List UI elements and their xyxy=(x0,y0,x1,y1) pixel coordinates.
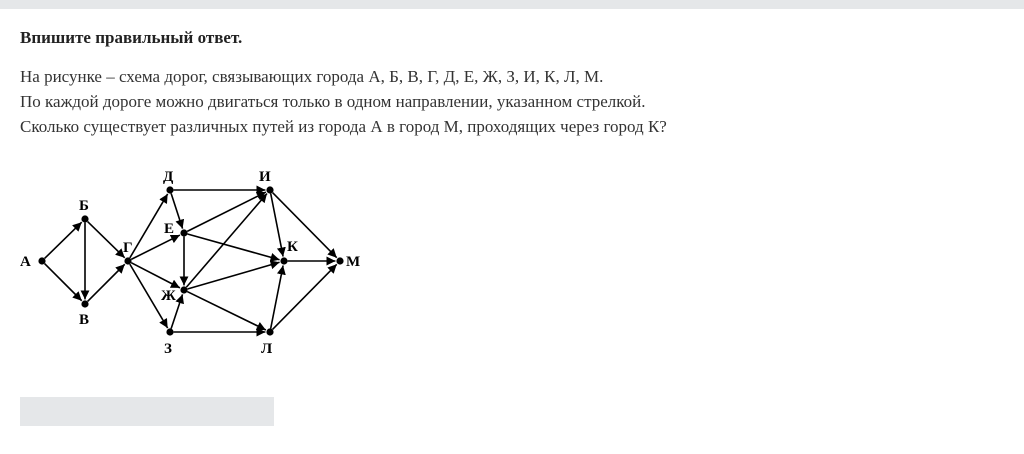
edge-A-V xyxy=(45,264,82,301)
graph-labels xyxy=(20,169,360,357)
node-label-L: Л xyxy=(261,341,273,357)
edge-A-B xyxy=(45,222,82,258)
node-L xyxy=(266,328,273,335)
edge-E-K xyxy=(187,234,279,260)
edge-G-Zh xyxy=(131,263,180,288)
edge-Zh-I xyxy=(186,193,267,287)
node-K xyxy=(280,257,287,264)
edge-Zh-K xyxy=(187,262,279,289)
edge-G-D xyxy=(130,194,168,258)
task-title: Впишите правильный ответ. xyxy=(20,28,243,47)
edge-G-E xyxy=(131,235,180,259)
node-label-B: Б xyxy=(79,198,89,214)
edge-L-K xyxy=(271,266,283,329)
node-label-M: М xyxy=(346,254,361,270)
node-label-G: Г xyxy=(123,240,133,256)
node-Z xyxy=(166,328,173,335)
node-E xyxy=(180,229,187,236)
edge-V-G xyxy=(88,264,125,301)
node-label-A: А xyxy=(20,254,31,270)
node-label-I: И xyxy=(259,169,271,185)
edge-B-G xyxy=(88,222,125,258)
node-label-Z: З xyxy=(164,341,172,357)
edge-E-I xyxy=(187,192,266,231)
top-bar xyxy=(0,0,1024,9)
edge-Zh-L xyxy=(187,292,266,330)
road-graph-diagram xyxy=(0,150,400,370)
task-text-line-1: На рисунке – схема дорог, связывающих города А, Б, В, Г, Д, Е, Ж, З, И, К, Л, М. xyxy=(20,67,604,86)
node-V xyxy=(81,300,88,307)
edge-I-K xyxy=(271,194,283,257)
answer-input[interactable] xyxy=(20,397,274,426)
task-text-line-3: Сколько существует различных путей из города А в город М, проходящих через город К? xyxy=(20,117,667,136)
node-label-K: К xyxy=(287,239,298,255)
node-label-D: Д xyxy=(163,169,174,185)
node-I xyxy=(266,186,273,193)
node-G xyxy=(124,257,131,264)
node-B xyxy=(81,215,88,222)
node-Zh xyxy=(180,286,187,293)
node-M xyxy=(336,257,343,264)
node-label-V: В xyxy=(79,312,90,328)
node-label-Zh: Ж xyxy=(161,288,176,304)
node-D xyxy=(166,186,173,193)
node-label-E: Е xyxy=(164,221,175,237)
node-A xyxy=(38,257,45,264)
task-text-line-2: По каждой дороге можно двигаться только в одном направлении, указанном стрелкой. xyxy=(20,92,646,111)
